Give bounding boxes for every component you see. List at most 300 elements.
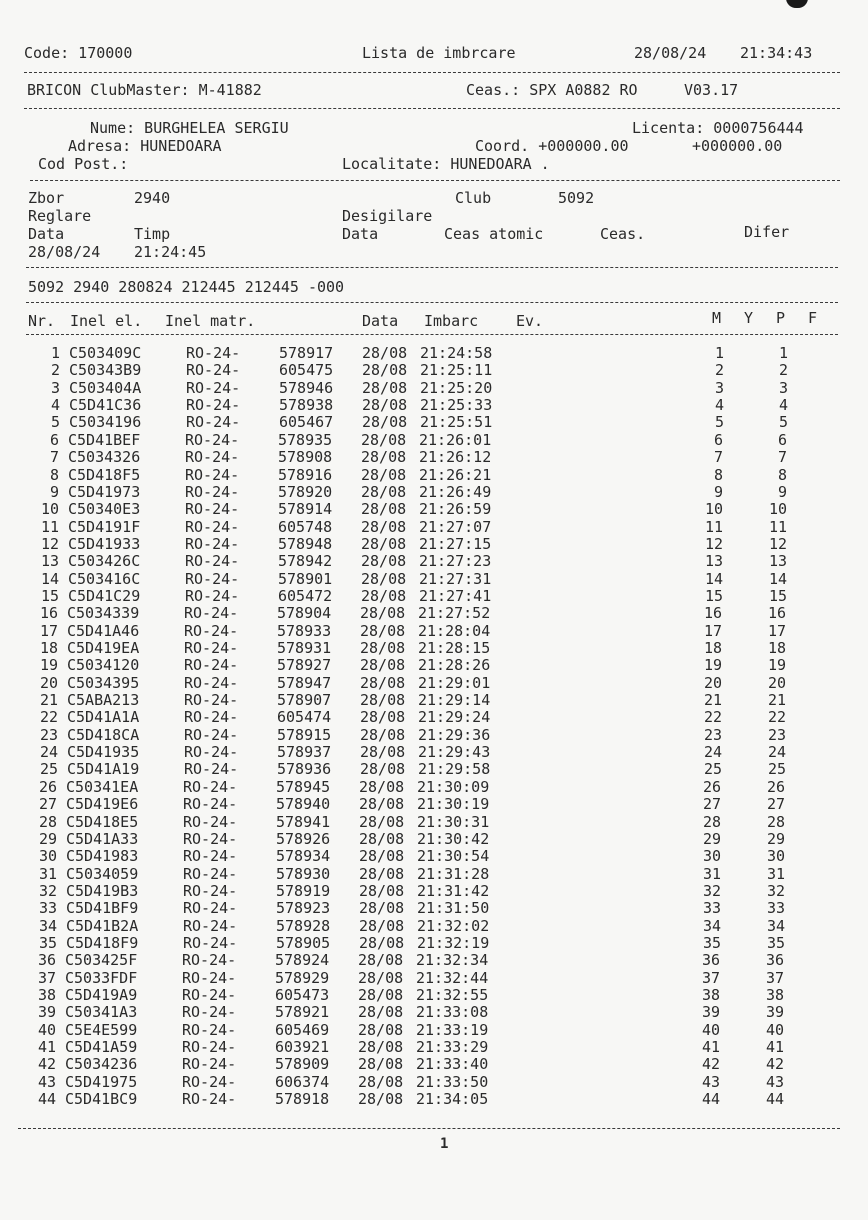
row-ring-id: 578908 [278, 448, 333, 467]
table-row [0, 1056, 868, 1073]
row-ring-el: C5D419E6 [66, 795, 139, 814]
separator [18, 1128, 840, 1129]
coordinates-lat: Coord. +000000.00 [475, 137, 629, 155]
row-m: 18 [703, 639, 722, 657]
row-date: 28/08 [361, 569, 407, 588]
table-row [0, 588, 868, 605]
row-ring-prefix: RO-24- [184, 673, 239, 692]
owner-address: Adresa: HUNEDOARA [68, 137, 222, 155]
table-row [0, 883, 868, 900]
flight-label: Zbor [28, 189, 65, 207]
row-m: 25 [703, 760, 722, 779]
row-nr: 8 [49, 465, 59, 484]
row-m: 1 [714, 344, 724, 362]
row-nr: 44 [37, 1090, 56, 1109]
row-time: 21:30:19 [417, 795, 490, 814]
row-nr: 26 [38, 777, 57, 796]
row-date: 28/08 [359, 795, 405, 814]
row-date: 28/08 [361, 500, 407, 519]
row-p: 10 [768, 500, 787, 519]
code-field: Code: 170000 [24, 44, 133, 62]
row-ring-el: C5034120 [67, 656, 140, 675]
col-m: M [712, 309, 722, 327]
col-ring-el: Inel el. [70, 312, 143, 330]
row-ring-prefix: RO-24- [186, 378, 241, 397]
row-date: 28/08 [360, 656, 406, 675]
table-row [0, 484, 868, 501]
table-row [0, 536, 868, 553]
row-ring-el: C5D41A19 [67, 760, 140, 779]
separator [26, 334, 838, 335]
row-time: 21:28:04 [418, 621, 491, 640]
row-ring-id: 578916 [278, 465, 333, 484]
row-ring-prefix: RO-24- [182, 968, 237, 987]
table-row [0, 1004, 868, 1021]
row-date: 28/08 [360, 604, 406, 623]
row-m: 3 [714, 378, 724, 397]
row-p: 16 [767, 604, 786, 623]
table-row [0, 467, 868, 484]
row-p: 30 [766, 847, 785, 866]
row-date: 28/08 [358, 951, 404, 970]
row-ring-prefix: RO-24- [186, 413, 241, 432]
row-ring-el: C5034236 [65, 1055, 138, 1074]
row-ring-el: C503425F [65, 951, 138, 970]
row-m: 15 [704, 586, 723, 605]
row-m: 4 [714, 396, 724, 415]
separator [30, 180, 840, 181]
row-m: 40 [701, 1020, 720, 1039]
row-nr: 12 [40, 534, 59, 553]
row-ring-prefix: RO-24- [182, 1072, 237, 1091]
row-ring-prefix: RO-24- [186, 344, 241, 362]
row-ring-prefix: RO-24- [185, 534, 240, 553]
row-ring-id: 605748 [278, 517, 333, 536]
row-m: 5 [714, 413, 724, 432]
row-ring-prefix: RO-24- [182, 1090, 237, 1109]
row-ring-id: 605474 [277, 708, 332, 727]
table-row [0, 1022, 868, 1039]
row-time: 21:33:19 [416, 1020, 489, 1039]
row-time: 21:27:23 [419, 552, 492, 571]
row-date: 28/08 [360, 708, 406, 727]
row-time: 21:30:42 [417, 829, 490, 848]
row-nr: 40 [37, 1020, 56, 1039]
row-ring-prefix: RO-24- [182, 951, 237, 970]
row-ring-id: 578926 [276, 829, 331, 848]
table-row [0, 623, 868, 640]
row-m: 23 [703, 725, 722, 744]
row-ring-id: 578923 [276, 899, 331, 918]
clock-info: Ceas.: SPX A0882 RO [466, 81, 638, 99]
row-nr: 30 [38, 847, 57, 866]
row-time: 21:29:24 [418, 708, 491, 727]
row-ring-id: 578921 [275, 1003, 330, 1022]
table-row [0, 553, 868, 570]
row-date: 28/08 [359, 881, 405, 900]
row-p: 1 [778, 344, 788, 362]
row-ring-id: 578907 [277, 691, 332, 709]
row-ring-prefix: RO-24- [185, 430, 240, 449]
row-ring-prefix: RO-24- [183, 812, 238, 831]
row-ring-prefix: RO-24- [183, 864, 238, 883]
table-row [0, 848, 868, 865]
row-ring-id: 605469 [275, 1020, 330, 1039]
row-time: 21:34:05 [416, 1090, 489, 1109]
col-boarding: Imbarc [424, 312, 479, 330]
row-ring-el: C5D41A1A [67, 708, 140, 727]
table-row [0, 1091, 868, 1108]
setting-time: 21:24:45 [134, 243, 207, 261]
row-p: 34 [766, 916, 785, 935]
table-row [0, 380, 868, 397]
row-nr: 9 [49, 482, 59, 501]
row-nr: 16 [39, 604, 58, 623]
row-m: 19 [703, 656, 722, 675]
row-ring-id: 578924 [275, 951, 330, 970]
row-ring-el: C5033FDF [65, 968, 138, 987]
row-p: 13 [768, 552, 787, 571]
row-date: 28/08 [361, 552, 407, 571]
table-row [0, 605, 868, 622]
table-row [0, 397, 868, 414]
row-ring-id: 578937 [277, 743, 332, 761]
row-time: 21:32:34 [416, 951, 489, 970]
table-row [0, 571, 868, 588]
table-row [0, 519, 868, 536]
row-ring-prefix: RO-24- [183, 777, 238, 796]
row-ring-prefix: RO-24- [183, 899, 238, 918]
row-nr: 19 [39, 656, 58, 675]
row-ring-prefix: RO-24- [185, 482, 240, 501]
row-p: 7 [777, 448, 787, 467]
table-row [0, 449, 868, 466]
table-row [0, 692, 868, 709]
row-date: 28/08 [360, 743, 406, 761]
row-ring-id: 578947 [277, 673, 332, 692]
check-string: 5092 2940 280824 212445 212445 -000 [28, 278, 345, 296]
table-row [0, 362, 868, 379]
row-date: 28/08 [358, 1003, 404, 1022]
row-ring-el: C5D418CA [67, 725, 140, 744]
row-time: 21:29:36 [418, 725, 491, 744]
table-row [0, 814, 868, 831]
row-ring-el: C50340E3 [68, 500, 141, 519]
row-date: 28/08 [358, 1020, 404, 1039]
row-ring-prefix: RO-24- [182, 1020, 237, 1039]
row-nr: 22 [39, 708, 58, 727]
row-nr: 15 [40, 586, 59, 605]
row-ring-id: 578938 [279, 396, 334, 415]
row-time: 21:31:28 [417, 864, 490, 883]
row-nr: 23 [39, 725, 58, 744]
table-row [0, 1074, 868, 1091]
row-nr: 38 [37, 986, 56, 1004]
row-p: 8 [777, 465, 787, 484]
row-date: 28/08 [360, 639, 406, 657]
row-ring-id: 578901 [278, 569, 333, 588]
row-date: 28/08 [361, 586, 407, 605]
row-m: 7 [713, 448, 723, 467]
row-ring-id: 578928 [276, 916, 331, 935]
row-ring-id: 605472 [278, 586, 333, 605]
row-time: 21:33:50 [416, 1072, 489, 1091]
table-row [0, 796, 868, 813]
row-time: 21:32:44 [416, 968, 489, 987]
row-ring-el: C5D418F9 [66, 933, 139, 952]
postal-code: Cod Post.: [38, 155, 129, 173]
row-ring-el: C5D41975 [65, 1072, 138, 1091]
row-date: 28/08 [361, 482, 407, 501]
row-m: 42 [701, 1055, 720, 1074]
row-ring-el: C5D41C36 [69, 396, 142, 415]
row-ring-el: C5D418E5 [66, 812, 139, 831]
row-time: 21:30:54 [417, 847, 490, 866]
row-ring-id: 578920 [278, 482, 333, 501]
row-nr: 35 [38, 933, 57, 952]
row-ring-prefix: RO-24- [183, 881, 238, 900]
row-date: 28/08 [359, 933, 405, 952]
row-m: 30 [702, 847, 721, 866]
row-time: 21:33:29 [416, 1038, 489, 1056]
locality: Localitate: HUNEDOARA . [342, 155, 550, 173]
row-p: 5 [778, 413, 788, 432]
row-date: 28/08 [361, 534, 407, 553]
row-time: 21:26:49 [419, 482, 492, 501]
row-p: 9 [777, 482, 787, 501]
row-time: 21:29:58 [418, 760, 491, 779]
row-date: 28/08 [358, 1038, 404, 1056]
table-row [0, 761, 868, 778]
device-info: BRICON ClubMaster: M-41882 [27, 81, 262, 99]
row-m: 2 [714, 361, 724, 380]
row-date: 28/08 [359, 829, 405, 848]
row-m: 44 [701, 1090, 720, 1109]
row-ring-id: 578930 [276, 864, 331, 883]
row-ring-prefix: RO-24- [184, 708, 239, 727]
row-p: 23 [767, 725, 786, 744]
row-ring-prefix: RO-24- [183, 933, 238, 952]
row-ring-prefix: RO-24- [182, 1055, 237, 1074]
row-nr: 6 [49, 430, 59, 449]
row-m: 28 [702, 812, 721, 831]
table-row [0, 657, 868, 674]
row-p: 15 [768, 586, 787, 605]
unseal-label: Desigilare [342, 207, 433, 225]
row-date: 28/08 [361, 448, 407, 467]
row-p: 43 [765, 1072, 784, 1091]
row-nr: 11 [40, 517, 59, 536]
row-p: 41 [765, 1038, 784, 1056]
row-time: 21:32:19 [417, 933, 490, 952]
atomic-clock-label: Ceas atomic [444, 225, 544, 243]
owner-name: Nume: BURGHELEA SERGIU [90, 119, 289, 137]
table-row [0, 744, 868, 761]
row-time: 21:33:40 [416, 1055, 489, 1074]
row-date: 28/08 [358, 1072, 404, 1091]
col-nr: Nr. [28, 312, 56, 330]
row-ring-id: 578919 [276, 881, 331, 900]
row-ring-id: 578904 [277, 604, 332, 623]
row-nr: 37 [37, 968, 56, 987]
row-m: 16 [703, 604, 722, 623]
row-ring-prefix: RO-24- [182, 986, 237, 1004]
row-ring-el: C5D41933 [68, 534, 141, 553]
row-nr: 4 [50, 396, 60, 415]
row-m: 22 [703, 708, 722, 727]
row-date: 28/08 [362, 413, 408, 432]
row-ring-id: 578929 [275, 968, 330, 987]
row-date: 28/08 [360, 760, 406, 779]
col-y: Y [744, 309, 754, 327]
row-ring-prefix: RO-24- [184, 760, 239, 779]
row-ring-prefix: RO-24- [182, 1038, 237, 1056]
row-ring-el: C50343B9 [69, 361, 142, 380]
row-m: 37 [701, 968, 720, 987]
row-ring-prefix: RO-24- [183, 847, 238, 866]
row-ring-prefix: RO-24- [182, 1003, 237, 1022]
row-m: 41 [701, 1038, 720, 1056]
row-time: 21:26:01 [419, 430, 492, 449]
row-ring-el: C5ABA213 [67, 691, 140, 709]
table-row [0, 866, 868, 883]
version-info: V03.17 [684, 81, 739, 99]
row-time: 21:29:01 [418, 673, 491, 692]
row-time: 21:32:02 [417, 916, 490, 935]
row-ring-id: 603921 [275, 1038, 330, 1056]
table-row [0, 1039, 868, 1056]
table-row [0, 831, 868, 848]
row-ring-el: C50341EA [66, 777, 139, 796]
row-nr: 27 [38, 795, 57, 814]
row-time: 21:25:11 [420, 361, 493, 380]
row-ring-prefix: RO-24- [185, 448, 240, 467]
row-m: 43 [701, 1072, 720, 1091]
row-ring-el: C5D41983 [66, 847, 139, 866]
row-ring-el: C5034339 [67, 604, 140, 623]
row-date: 28/08 [362, 361, 408, 380]
row-p: 3 [778, 378, 788, 397]
table-row [0, 640, 868, 657]
row-p: 44 [765, 1090, 784, 1109]
row-ring-prefix: RO-24- [186, 396, 241, 415]
row-p: 29 [766, 829, 785, 848]
row-m: 34 [702, 916, 721, 935]
row-ring-id: 578942 [278, 552, 333, 571]
row-ring-el: C5D41BEF [68, 430, 141, 449]
row-nr: 36 [37, 951, 56, 970]
row-m: 14 [704, 569, 723, 588]
row-ring-el: C5034326 [68, 448, 141, 467]
row-nr: 7 [49, 448, 59, 467]
row-ring-id: 605467 [279, 413, 334, 432]
row-date: 28/08 [361, 430, 407, 449]
row-m: 24 [703, 743, 722, 761]
col-ev: Ev. [516, 312, 544, 330]
row-time: 21:25:33 [420, 396, 493, 415]
row-p: 21 [767, 691, 786, 709]
row-ring-prefix: RO-24- [184, 656, 239, 675]
row-time: 21:27:52 [418, 604, 491, 623]
row-ring-id: 578941 [276, 812, 331, 831]
row-nr: 10 [40, 500, 59, 519]
row-nr: 33 [38, 899, 57, 918]
row-m: 36 [701, 951, 720, 970]
row-nr: 13 [40, 552, 59, 571]
row-m: 26 [702, 777, 721, 796]
row-ring-el: C5D41C29 [68, 586, 141, 605]
row-ring-prefix: RO-24- [183, 916, 238, 935]
row-time: 21:28:15 [418, 639, 491, 657]
table-row [0, 345, 868, 362]
row-ring-el: C5D419B3 [66, 881, 139, 900]
table-row [0, 918, 868, 935]
row-ring-id: 578918 [275, 1090, 330, 1109]
row-ring-prefix: RO-24- [184, 743, 239, 761]
coordinates-lon: +000000.00 [692, 137, 783, 155]
row-ring-prefix: RO-24- [185, 500, 240, 519]
row-date: 28/08 [359, 916, 405, 935]
row-p: 35 [766, 933, 785, 952]
row-ring-id: 578909 [275, 1055, 330, 1074]
row-nr: 42 [37, 1055, 56, 1074]
row-m: 13 [704, 552, 723, 571]
row-ring-el: C503404A [69, 378, 142, 397]
row-ring-el: C5D41973 [68, 482, 141, 501]
row-nr: 39 [37, 1003, 56, 1022]
row-m: 32 [702, 881, 721, 900]
row-time: 21:26:59 [419, 500, 492, 519]
row-ring-id: 606374 [275, 1072, 330, 1091]
row-p: 24 [767, 743, 786, 761]
row-m: 29 [702, 829, 721, 848]
row-ring-el: C50341A3 [65, 1003, 138, 1022]
row-nr: 5 [50, 413, 60, 432]
row-p: 17 [767, 621, 786, 640]
table-row [0, 414, 868, 431]
row-ring-id: 578934 [276, 847, 331, 866]
row-date: 28/08 [358, 986, 404, 1004]
row-ring-el: C5D41A59 [65, 1038, 138, 1056]
row-time: 21:29:14 [418, 691, 491, 709]
col-date: Data [362, 312, 399, 330]
separator [26, 302, 838, 303]
row-ring-prefix: RO-24- [183, 795, 238, 814]
row-ring-el: C5034196 [69, 413, 142, 432]
ink-blot [786, 0, 808, 8]
row-nr: 21 [39, 691, 58, 709]
row-nr: 3 [50, 378, 60, 397]
row-nr: 14 [40, 569, 59, 588]
row-m: 20 [703, 673, 722, 692]
row-ring-prefix: RO-24- [184, 639, 239, 657]
row-nr: 24 [39, 743, 58, 761]
row-ring-prefix: RO-24- [183, 829, 238, 848]
row-ring-el: C5034395 [67, 673, 140, 692]
row-date: 28/08 [360, 621, 406, 640]
row-m: 9 [713, 482, 723, 501]
row-nr: 17 [39, 621, 58, 640]
row-nr: 34 [38, 916, 57, 935]
row-ring-prefix: RO-24- [184, 621, 239, 640]
table-row [0, 970, 868, 987]
row-ring-el: C5D41A46 [67, 621, 140, 640]
row-date: 28/08 [360, 691, 406, 709]
row-m: 6 [713, 430, 723, 449]
row-ring-id: 578940 [276, 795, 331, 814]
row-ring-id: 578914 [278, 500, 333, 519]
row-nr: 43 [37, 1072, 56, 1091]
